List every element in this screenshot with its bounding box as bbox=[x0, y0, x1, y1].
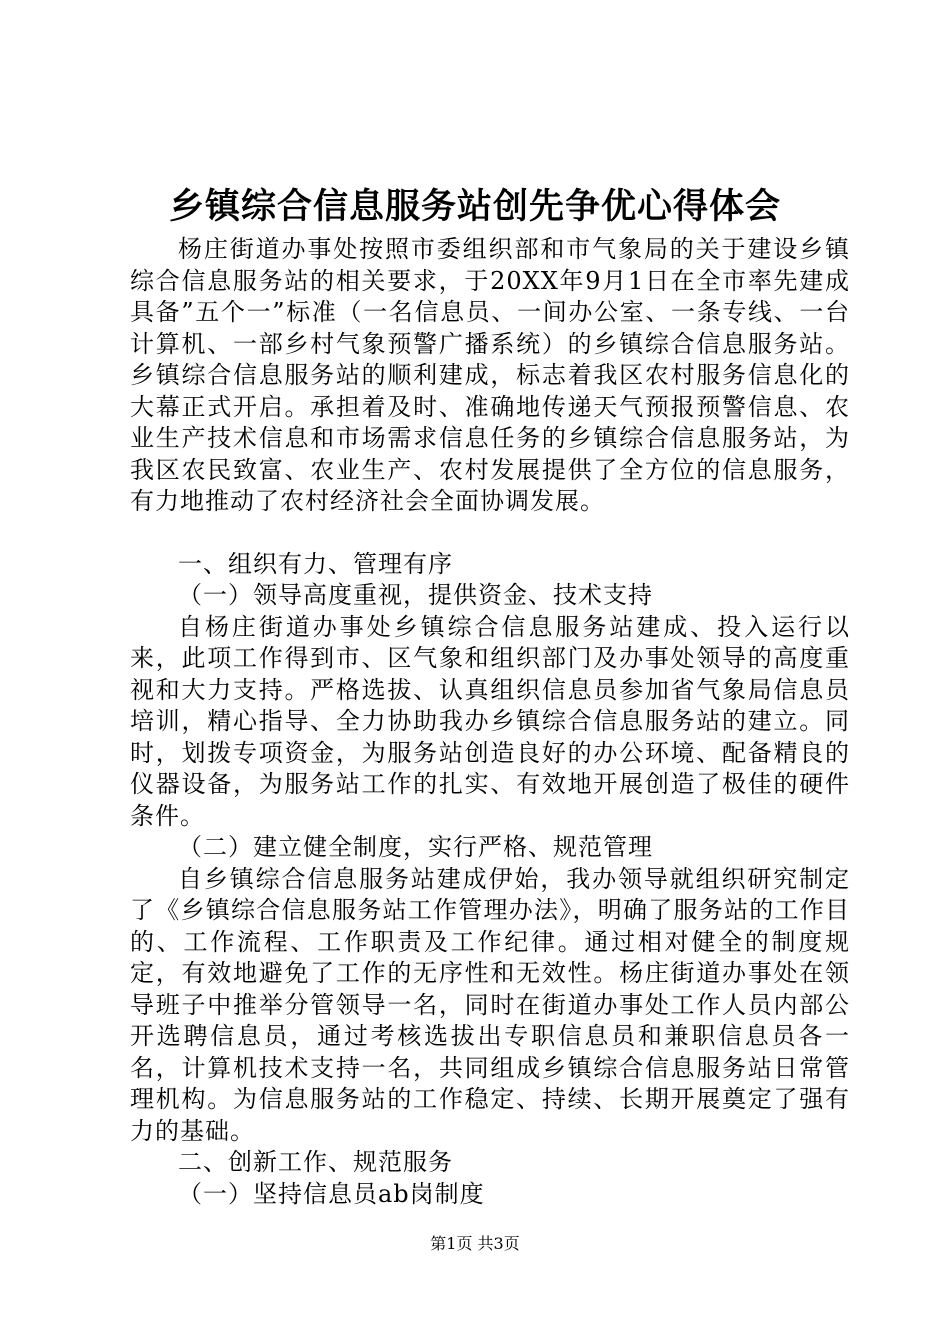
document-title: 乡镇综合信息服务站创先争优心得体会 bbox=[168, 186, 781, 227]
section-heading-1: 一、组织有力、管理有序 bbox=[178, 549, 453, 578]
paragraph-1-2: 自乡镇综合信息服务站建成伊始，我办领导就组织研究制定了《乡镇综合信息服务站工作管理办法》，明确了服务站的工作目的、工作流程、工作职责及工作纪律。通过相对健全的制度规定，有效地避免了工作的无序性和无效性。杨庄街道办事处在领导班子中推举分管领导一名，同时在街道办事处工作人员内部公开选聘信息员，通过考核选拔出专职信息员和兼职信息员各一名，计算机技术支持一名，共同组成乡镇综合信息服务站日常管理机构。为信息服务站的工作稳定、持续、长期开展奠定了强有力的基础。 bbox=[130, 864, 850, 1145]
subsection-heading-2-1: （一）坚持信息员ab岗制度 bbox=[178, 1179, 485, 1208]
document-body bbox=[130, 234, 850, 1210]
subsection-heading-1-2: （二）建立健全制度，实行严格、规范管理 bbox=[178, 833, 653, 861]
section-heading-2: 二、创新工作、规范服务 bbox=[178, 1148, 453, 1176]
subsection-heading-1-1: （一）领导高度重视，提供资金、技术支持 bbox=[178, 581, 653, 609]
paragraph-gap bbox=[130, 518, 850, 549]
page-footer: 第1页 共3页 bbox=[430, 1234, 520, 1253]
intro-paragraph: 杨庄街道办事处按照市委组织部和市气象局的关于建设乡镇综合信息服务站的相关要求，于20XX年9月1日在全市率先建成具备”五个一”标准（一名信息员、一间办公室、一条专线、一台计算机、一部乡村气象预警广播系统）的乡镇综合信息服务站。乡镇综合信息服务站的顺利建成，标志着我区农村服务信息化的大幕正式开启。承担着及时、准确地传递天气预报预警信息、农业生产技术信息和市场需求信息任务的乡镇综合信息服务站，为我区农民致富、农业生产、农村发展提供了全方位的信息服务，有力地推动了农村经济社会全面协调发展。 bbox=[130, 235, 850, 515]
paragraph-1-1: 自杨庄街道办事处乡镇综合信息服务站建成、投入运行以来，此项工作得到市、区气象和组织部门及办事处领导的高度重视和大力支持。严格选拔、认真组织信息员参加省气象局信息员培训，精心指导、全力协助我办乡镇综合信息服务站的建立。同时，划拨专项资金，为服务站创造良好的办公环境、配备精良的仪器设备，为服务站工作的扎实、有效地开展创造了极佳的硬件条件。 bbox=[130, 612, 850, 830]
